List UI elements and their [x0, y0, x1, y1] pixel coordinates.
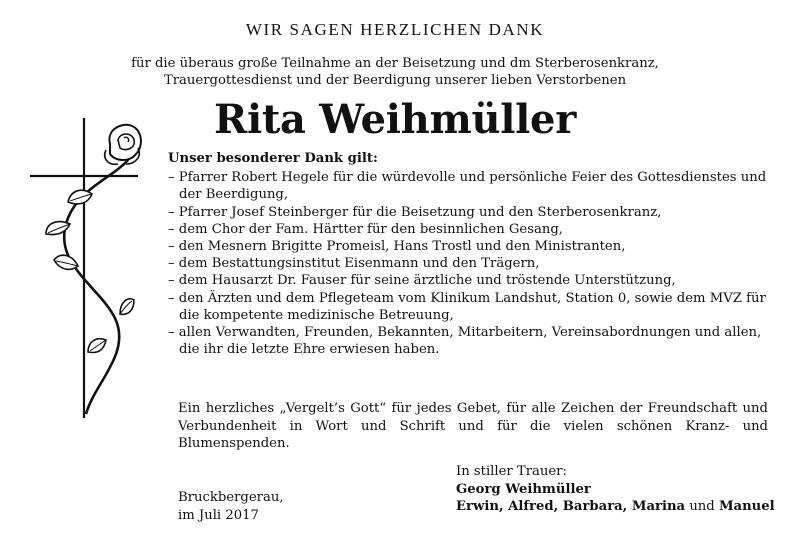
- cross-with-rose-icon: [30, 118, 150, 418]
- thanks-item: – allen Verwandten, Freunden, Bekannten, Mitarbeitern, Vereinsabordnungen und allen, die ihr die letzte Ehre erwiesen haben.: [168, 325, 762, 358]
- thanks-item: – den Ärzten und dem Pflegeteam vom Klinikum Landshut, Station 0, sowie dem MVZ für die kompetente medizinische Betreuung,: [168, 290, 766, 323]
- intro-line: für die überaus große Teilnahme an der Beisetzung und dm Sterberosenkranz,: [131, 56, 659, 71]
- place-date: [178, 489, 284, 524]
- thanks-item: – dem Chor der Fam. Härtter für den besinnlichen Gesang,: [168, 221, 563, 237]
- thanks-section: [168, 150, 768, 358]
- family-names: Erwin, Alfred, Barbara, Marina: [456, 499, 686, 514]
- notice-heading: WIR SAGEN HERZLICHEN DANK: [245, 20, 545, 39]
- and-word: und: [689, 499, 715, 514]
- thanks-item: – Pfarrer Josef Steinberger für die Beisetzung und den Sterberosenkranz,: [168, 204, 662, 220]
- last-family-name: Manuel: [718, 499, 775, 514]
- mourner-name: Georg Weihmüller: [456, 481, 591, 497]
- thanks-item: – dem Bestattungsinstitut Eisenmann und den Trägern,: [168, 256, 540, 272]
- thanks-item: – den Mesnern Brigitte Promeisl, Hans Trostl und den Ministranten,: [168, 239, 626, 255]
- place: Bruckbergerau,: [178, 490, 284, 505]
- thanks-list: [168, 169, 768, 358]
- mourner-family: [456, 498, 775, 516]
- thanks-title: Unser besonderer Dank gilt:: [168, 151, 378, 166]
- thanks-item: – dem Hausarzt Dr. Fauser für seine ärztliche und tröstende Unterstützung,: [168, 273, 676, 289]
- intro-text: [0, 55, 790, 89]
- thanks-item: – Pfarrer Robert Hegele für die würdevolle und persönliche Feier des Gottesdienstes und der Beerdigung,: [168, 170, 767, 203]
- deceased-name: Rita Weihmüller: [214, 96, 576, 143]
- intro-line: Trauergottesdienst und der Beerdigung unserer lieben Verstorbenen: [163, 73, 627, 88]
- closing-paragraph: Ein herzliches „Vergelt’s Gott“ für jedes Gebet, für alle Zeichen der Freundschaft und Verbundenheit in Wort und Schrift und für die vielen schönen Kranz- und Blumenspenden.: [178, 401, 768, 451]
- date: im Juli 2017: [178, 507, 259, 523]
- mourners-label: In stiller Trauer:: [456, 464, 567, 479]
- mourners-block: [456, 463, 775, 516]
